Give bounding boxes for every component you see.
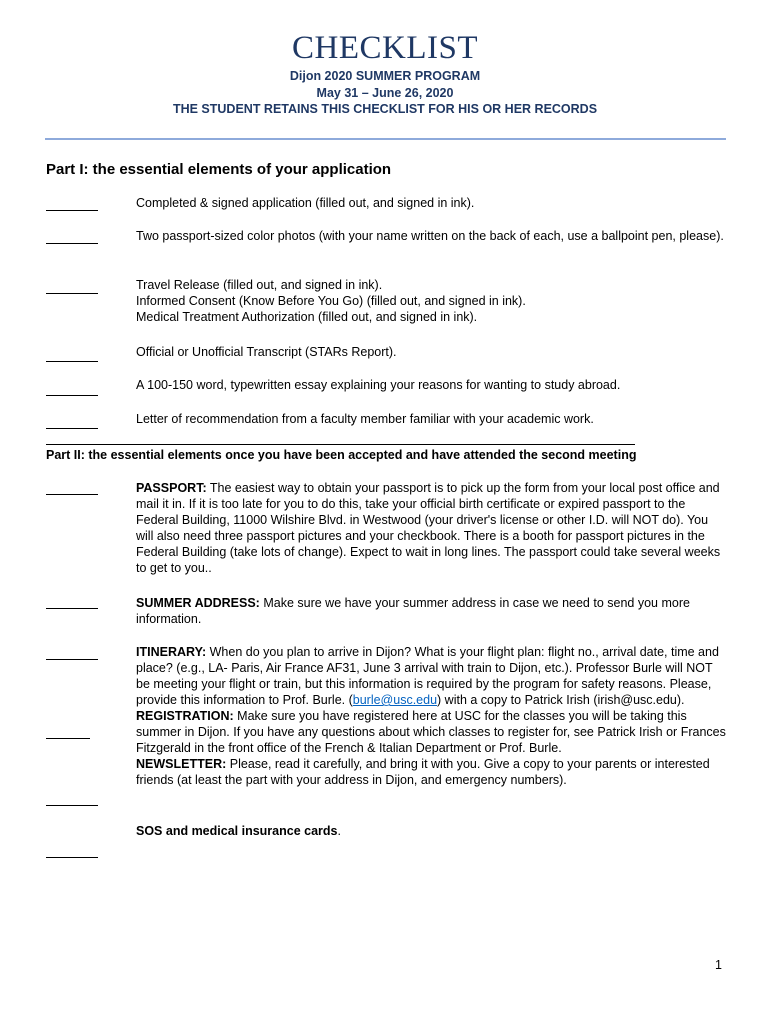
checklist-item <box>136 277 726 325</box>
registration-label: REGISTRATION: <box>136 709 234 723</box>
checklist-item-passport <box>136 480 726 576</box>
checkbox-blank[interactable] <box>46 494 98 495</box>
newsletter-text: Please, read it carefully, and bring it with you. Give a copy to your parents or interested friends (at least the part with your address in Dijon, and emergency numbers). <box>136 757 710 787</box>
header-divider <box>45 138 726 140</box>
checklist-item <box>136 195 726 211</box>
checklist-item <box>136 377 726 393</box>
checkbox-blank[interactable] <box>46 243 98 244</box>
item-text: Completed & signed application (filled out, and signed in ink). <box>136 196 475 210</box>
itinerary-after: with a copy to Patrick Irish (irish@usc.edu). <box>444 693 685 707</box>
checklist-item-sos <box>136 823 726 839</box>
itinerary-label: ITINERARY: <box>136 645 207 659</box>
checkbox-blank[interactable] <box>46 361 98 362</box>
page-number: 1 <box>715 958 722 972</box>
checklist-item <box>136 344 726 360</box>
item-text: A 100-150 word, typewritten essay explaining your reasons for wanting to study abroad. <box>136 378 621 392</box>
program-dates: May 31 – June 26, 2020 <box>316 86 454 100</box>
checkbox-blank[interactable] <box>46 659 98 660</box>
checklist-item <box>136 411 726 427</box>
checkbox-blank[interactable] <box>46 857 98 858</box>
checkbox-blank[interactable] <box>46 395 98 396</box>
item-text: Medical Treatment Authorization (filled out, and signed in ink). <box>136 310 478 324</box>
checkbox-blank[interactable] <box>46 428 98 429</box>
checkbox-blank[interactable] <box>46 293 98 294</box>
item-text: Official or Unofficial Transcript (STARs Report). <box>136 345 397 359</box>
registration-text: Make sure you have registered here at USC for the classes you will be taking this summer in Dijon. If you have any questions about which classes to register for, see Patrick Irish or Frances Fitzgerald in the front office of the French & Italian Department or Prof. Burle. <box>136 709 726 755</box>
passport-text: The easiest way to obtain your passport is to pick up the form from your local post office and mail it in. If it is too late for you to do this, take your official birth certificate or expired passport to the Federal Building, 11000 Wilshire Blvd. in Westwood (your driver's license or other I.D. will NOT do). You will also need three passport pictures and your checkbook. There is a booth for passport pictures in the Federal Building (take lots of change). Expect to wait in long lines. The passport could take several weeks to get to you.. <box>136 481 721 575</box>
item-text: Informed Consent (Know Before You Go) (filled out, and signed in ink). <box>136 294 526 308</box>
passport-label: PASSPORT: <box>136 481 207 495</box>
newsletter-label: NEWSLETTER: <box>136 757 227 771</box>
address-text: Make sure we have your summer address in case we need to send you more information. <box>136 596 690 626</box>
email-link[interactable]: burle@usc.edu <box>352 693 438 707</box>
page-title: CHECKLIST <box>292 30 478 66</box>
checkbox-blank[interactable] <box>46 210 98 211</box>
checkbox-blank[interactable] <box>46 738 90 739</box>
checklist-item <box>136 228 726 244</box>
item-text: Letter of recommendation from a faculty member familiar with your academic work. <box>136 412 594 426</box>
part2-heading: Part II: the essential elements once you have been accepted and have attended the second meeting <box>46 448 637 462</box>
item-text: Two passport-sized color photos (with your name written on the back of each, use a ballpoint pen, please). <box>136 229 724 243</box>
address-label: SUMMER ADDRESS: <box>136 596 260 610</box>
checkbox-blank[interactable] <box>46 608 98 609</box>
sos-label: SOS and medical insurance cards <box>136 824 338 838</box>
checklist-item-itinerary: ITINERARY: When do you plan to arrive in Dijon? What is your flight plan: flight no., arrival date, time and place? (e.g., LA- Paris, Air France AF31, June 3 arrival with train to Dijon, etc.). Professor Burle will NOT be meeting your flight or train, but this information is required by the program for safety reasons. Please, provide this information to Prof. Burle. (burle@usc.edu) with a copy to Patrick Irish (irish@usc.edu). REGISTRATION: Make sure you have registered here at USC for the classes you will be taking this summer in Dijon. If you have any questions about which classes to register for, see Patrick Irish or Frances Fitzgerald in the front office of the French & Italian Department or Prof. Burle. NEWSLETTER: Please, read it carefully, and bring it with you. Give a copy to your parents or interested friends (at least the part with your address in Dijon, and emergency numbers). <box>136 645 726 787</box>
part1-heading: Part I: the essential elements of your application <box>46 161 392 178</box>
item-text: Travel Release (filled out, and signed in ink). <box>136 278 383 292</box>
checkbox-blank[interactable] <box>46 805 98 806</box>
sos-period: . <box>337 824 341 838</box>
records-notice: THE STUDENT RETAINS THIS CHECKLIST FOR HIS OR HER RECORDS <box>172 102 598 116</box>
program-name: Dijon 2020 SUMMER PROGRAM <box>289 69 481 83</box>
checklist-item-address <box>136 595 726 627</box>
section-divider <box>46 444 635 445</box>
itinerary-text: When do you plan to arrive in Dijon? What is your flight plan: flight no., arrival date, time and place? (e.g., LA- Paris, Air France AF31, June 3 arrival with train to Dijon, etc.). Professor Burle will NOT be meeting your flight or train, but this information is required by the program for safety reasons. Please, provide this information to Prof. Burle. <box>136 645 719 707</box>
